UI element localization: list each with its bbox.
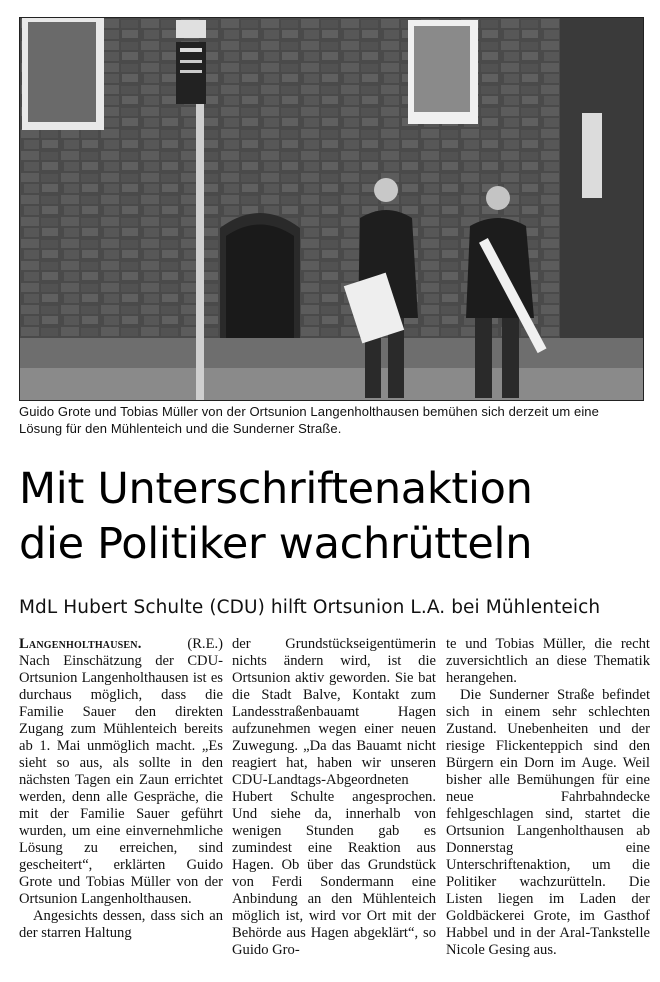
article-column-2 [232,636,436,959]
paragraph: Angesichts dessen, dass sich an der starren Haltung [19,908,223,941]
headline [19,462,649,572]
photo-illustration [20,18,643,400]
headline-line-2: die Politiker wachrütteln [19,519,533,569]
author-tag: (R.E.) [187,636,223,652]
subheadline: MdL Hubert Schulte (CDU) hilft Ortsunion L.A. bei Mühlenteich [19,597,601,618]
article-column-3 [446,636,650,959]
paragraph: Nach Einschätzung der CDU-Ortsunion Langenholthausen ist es durchaus möglich, dass die Familie Sauer den direkten Zugang zum Mühlenteich bereits ab 1. Mai unmöglich macht. „Es sieht so aus, als sollte in den nächsten Tagen ein Zaun errichtet werden, denn alle Gespräche, die mit der Familie Sauer geführt wurden, um eine einvernehmliche Lösung zu erreichen, sind gescheitert“, erklärten Guido Grote und Tobias Müller von der Ortsunion Langenholthausen. [19,653,223,907]
article-column-1 [19,636,223,942]
article-photo [19,17,644,401]
paragraph: der Grundstückseigentümerin nichts ändern wird, ist die Ortsunion aktiv geworden. Sie bat die Stadt Balve, Kontakt zum Landesstraßenbauamt Hagen aufzunehmen wegen einer neuen Zuwegung. „Da das Bauamt nicht reagiert hat, haben wir unseren CDU-Landtags-Abgeordneten Hubert Schulte angesprochen. Und siehe da, innerhalb von wenigen Stunden gab es zumindest eine Reaktion aus Hagen. Ob über das Grundstück von Ferdi Sondermann eine Anbindung an den Mühlenteich möglich ist, wird vor Ort mit der Behörde aus Hagen abgeklärt“, so Guido Gro- [232,636,436,958]
paragraph: te und Tobias Müller, die recht zuversichtlich an diese Thematik herangehen. [446,636,650,686]
paragraph: Die Sunderner Straße befindet sich in einem sehr schlechten Zustand. Unebenheiten und der riesige Flickenteppich sind den Bürgern ein Dorn im Auge. Weil bisher alle Bemühungen für eine neue Fahrbahndecke fehlgeschlagen sind, startet die Ortsunion Langenholthausen ab Donnerstag eine Unterschriftenaktion, um die Politiker wachzurütteln. Die Listen liegen im Laden der Goldbäckerei Grote, im Gasthof Habbel und in der Aral-Tankstelle Nicole Gesing aus. [446,687,650,958]
article-lead [19,636,223,908]
headline-line-1: Mit Unterschriftenaktion [19,464,533,514]
photo-caption: Guido Grote und Tobias Müller von der Ortsunion Langenholthausen bemühen sich derzeit um eine Lösung für den Mühlenteich und die Sunderner Straße. [19,404,599,436]
dateline: Langenholthausen. [19,636,142,652]
